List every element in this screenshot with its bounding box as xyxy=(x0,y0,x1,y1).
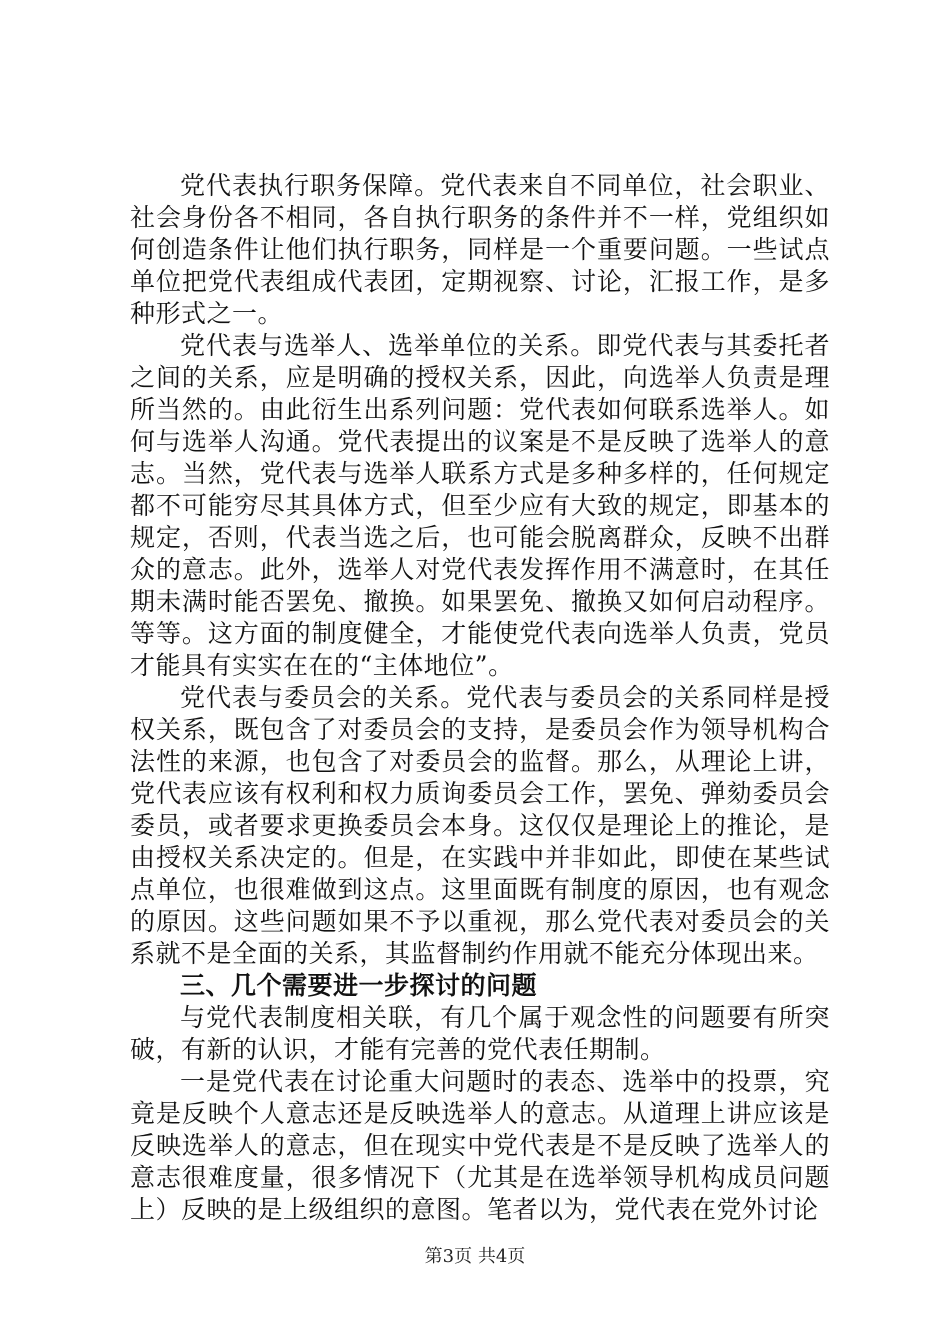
paragraph-section-intro: 与党代表制度相关联，有几个属于观念性的问题要有所突破，有新的认识，才能有完善的党代表任期制。 xyxy=(130,1003,830,1064)
paragraph-deputy-electors-relation: 党代表与选举人、选举单位的关系。即党代表与其委托者之间的关系，应是明确的授权关系，因此，向选举人负责是理所当然的。由此衍生出系列问题：党代表如何联系选举人。如何与选举人沟通。党代表提出的议案是不是反映了选举人的意志。当然，党代表与选举人联系方式是多种多样的，任何规定都不可能穷尽其具体方式，但至少应有大致的规定，即基本的规定，否则，代表当选之后，也可能会脱离群众，反映不出群众的意志。此外，选举人对党代表发挥作用不满意时，在其任期未满时能否罢免、撤换。如果罢免、撤换又如何启动程序。等等。这方面的制度健全，才能使党代表向选举人负责，党员才能具有实实在在的“主体地位”。 xyxy=(130,331,830,680)
page-number-footer: 第3页 共4页 xyxy=(424,1246,526,1267)
section-heading: 三、几个需要进一步探讨的问题 xyxy=(180,971,538,1000)
paragraph-point-one: 一是党代表在讨论重大问题时的表态、选举中的投票，究竟是反映个人意志还是反映选举人的意志。从道理上讲应该是反映选举人的意志，但在现实中党代表是不是反映了选举人的意志很难度量，很多情况下（尤其是在选举领导机构成员问题上）反映的是上级组织的意图。笔者以为，党代表在党外讨论 xyxy=(130,1067,830,1224)
document-body xyxy=(130,170,830,1226)
paragraph-deputy-duty-guarantee: 党代表执行职务保障。党代表来自不同单位，社会职业、社会身份各不相同，各自执行职务的条件并不一样，党组织如何创造条件让他们执行职务，同样是一个重要问题。一些试点单位把党代表组成代表团，定期视察、讨论，汇报工作，是多种形式之一。 xyxy=(130,171,830,328)
paragraph-deputy-committee-relation: 党代表与委员会的关系。党代表与委员会的关系同样是授权关系，既包含了对委员会的支持，是委员会作为领导机构合法性的来源，也包含了对委员会的监督。那么，从理论上讲，党代表应该有权利和权力质询委员会工作，罢免、弹劾委员会委员，或者要求更换委员会本身。这仅仅是理论上的推论，是由授权关系决定的。但是，在实践中并非如此，即使在某些试点单位，也很难做到这点。这里面既有制度的原因，也有观念的原因。这些问题如果不予以重视，那么党代表对委员会的关系就不是全面的关系，其监督制约作用就不能充分体现出来。 xyxy=(130,683,830,968)
